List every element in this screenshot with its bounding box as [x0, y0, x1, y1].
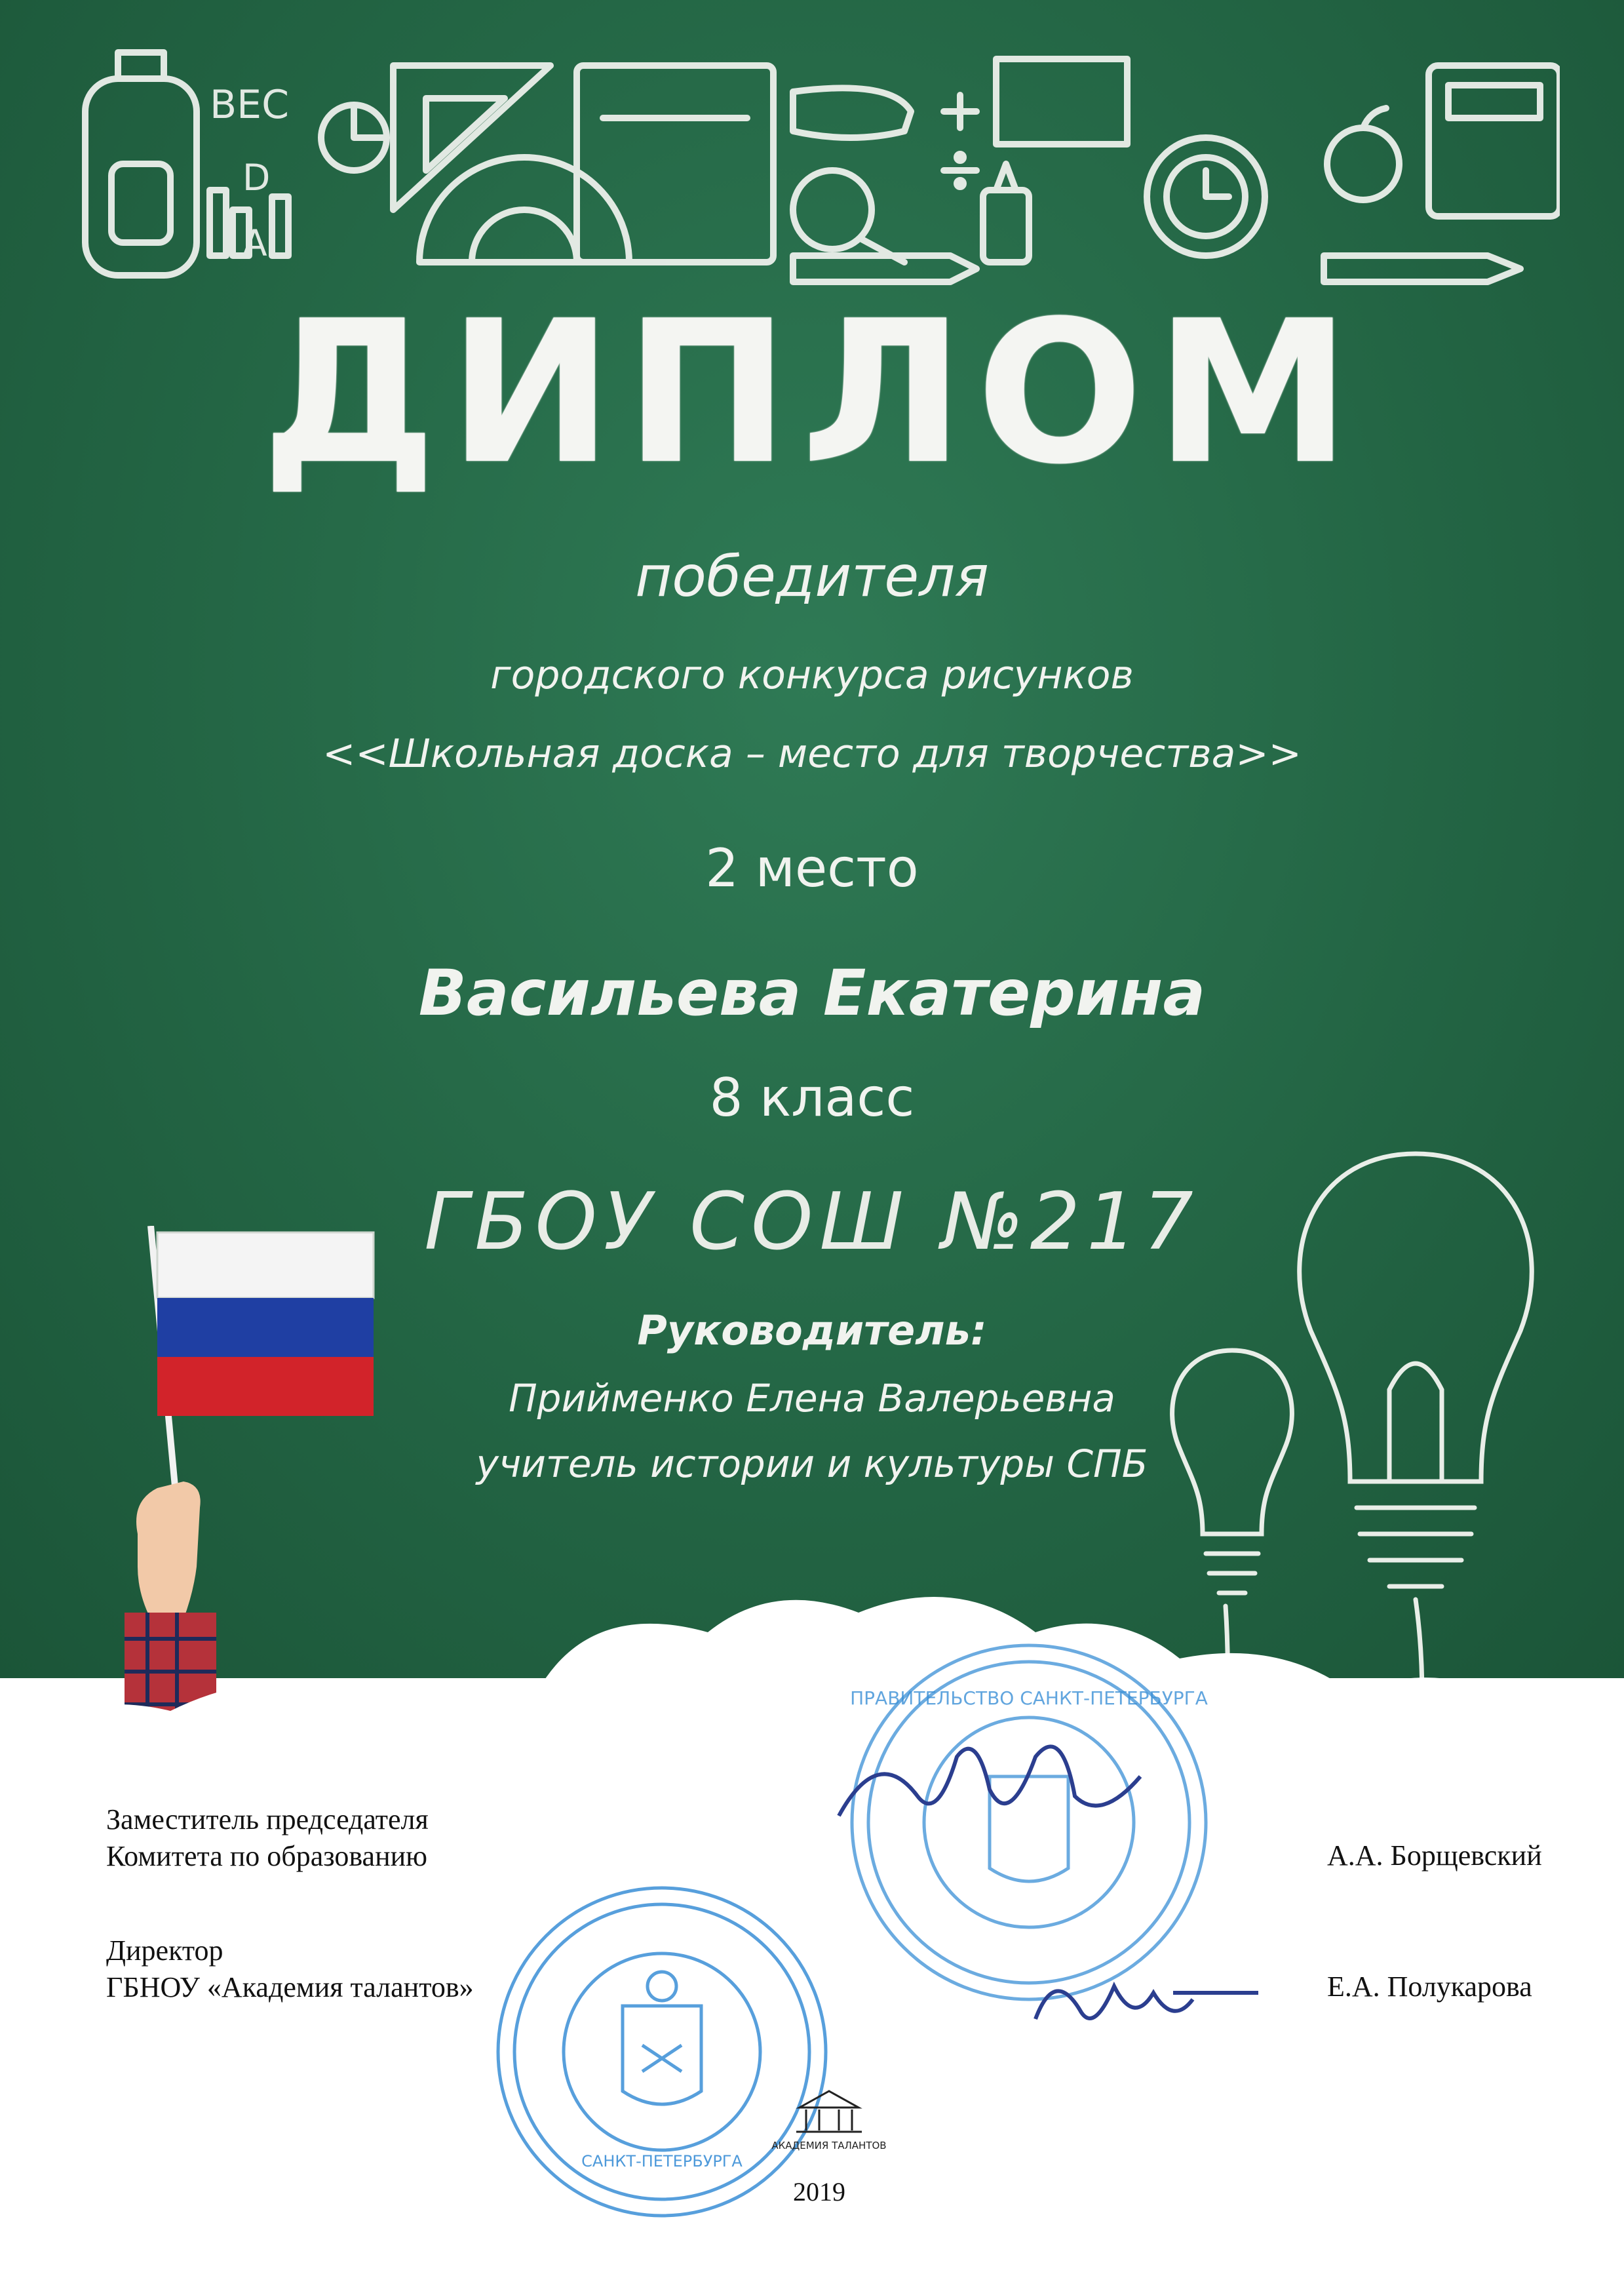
leader-name: Прийменко Елена Валерьевна — [509, 1376, 1115, 1421]
apple-icon — [1327, 108, 1399, 200]
signature-1-scribble — [826, 1717, 1153, 1849]
academy-logo — [760, 2085, 898, 2157]
leader-position: учитель истории и культуры СПБ — [476, 1442, 1148, 1486]
alarm-clock-icon — [1147, 138, 1265, 256]
grade-label: 8 класс — [709, 1067, 915, 1128]
diploma-subtitle: победителя — [635, 544, 989, 610]
backpack-icon — [85, 52, 197, 275]
flag-blue-stripe — [157, 1298, 374, 1357]
stamp-left-text: САНКТ-ПЕТЕРБУРГА — [581, 2152, 743, 2170]
year-label: 2019 — [793, 2177, 845, 2207]
large-bulb-icon — [1300, 1154, 1532, 1481]
signature-2-scribble — [1022, 1953, 1271, 2045]
diploma-title: ДИПЛОМ — [261, 279, 1363, 507]
school-name: ГБОУ СОШ №217 — [424, 1177, 1200, 1268]
math-symbols-icon — [944, 95, 976, 187]
signatory-2-title — [106, 1932, 474, 2006]
contest-line-2: <<Школьная доска – место для творчества>> — [322, 731, 1302, 777]
flag-red-stripe — [157, 1357, 374, 1416]
magnifier-icon — [793, 170, 904, 262]
glue-bottle-icon — [983, 164, 1029, 262]
place-label: 2 место — [705, 838, 919, 899]
flag-white-stripe — [157, 1232, 374, 1298]
svg-text:A: A — [242, 222, 267, 264]
notebook-icon — [577, 66, 773, 262]
signatory-1-title-line1: Заместитель председателя — [106, 1803, 429, 1835]
stamp-right-text: ПРАВИТЕЛЬСТВО САНКТ-ПЕТЕРБУРГА — [850, 1687, 1208, 1709]
signatory-1-name: А.А. Борщевский — [1327, 1839, 1542, 1872]
calculator-icon — [1429, 66, 1560, 216]
pencil-right-icon — [1324, 256, 1520, 282]
leader-label: Руководитель: — [637, 1306, 987, 1354]
academy-stamp — [485, 1875, 839, 2229]
svg-text:D: D — [242, 157, 271, 199]
signatory-1-title-line2: Комитета по образованию — [106, 1840, 428, 1872]
pencil-icon — [793, 256, 976, 282]
cloud-border — [0, 1560, 1624, 1835]
signatory-2-name: Е.А. Полукарова — [1327, 1971, 1532, 2003]
eraser-icon — [793, 88, 911, 138]
signatory-1-title — [106, 1801, 429, 1875]
bar-chart-icon — [210, 190, 288, 256]
small-bulb-icon — [1172, 1350, 1292, 1534]
academy-logo-text: АКАДЕМИЯ ТАЛАНТОВ — [771, 2140, 887, 2151]
winner-name: Васильева Екатерина — [418, 956, 1206, 1030]
pie-icon — [321, 105, 387, 170]
protractor-icon — [419, 157, 629, 262]
triangle-ruler-icon — [393, 66, 551, 210]
paper-icon — [996, 59, 1127, 144]
signatory-2-title-line2: ГБНОУ «Академия талантов» — [106, 1971, 474, 2003]
school-doodles-strip — [79, 39, 1560, 288]
contest-line-1: городского конкурса рисунков — [490, 652, 1134, 698]
signatory-2-title-line1: Директор — [106, 1934, 223, 1967]
svg-text:BEC: BEC — [210, 82, 289, 128]
